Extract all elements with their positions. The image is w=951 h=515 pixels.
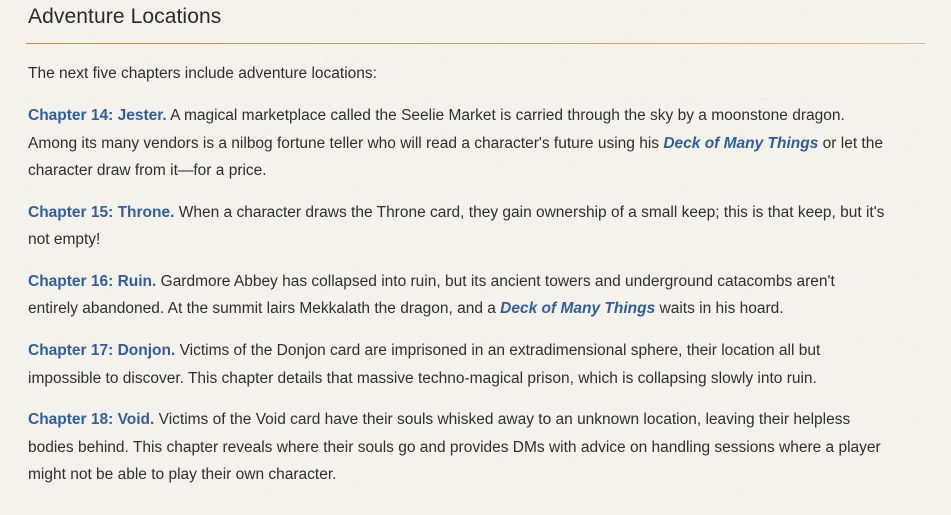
book-title-link[interactable]: Deck of Many Things <box>500 300 656 318</box>
chapter-text-after: or let the character draw from it—for a price. <box>28 134 883 180</box>
chapter-entry <box>28 406 888 489</box>
chapter-label[interactable]: Chapter 17: Donjon. <box>28 342 176 360</box>
chapter-label[interactable]: Chapter 14: Jester. <box>28 107 167 125</box>
chapter-text-before: When a character draws the Throne card, they gain ownership of a small keep; this is that keep, but it's not empty! <box>28 203 885 249</box>
title-divider <box>26 43 925 44</box>
chapter-text-after: waits in his hoard. <box>655 300 784 318</box>
chapter-text-before: Victims of the Void card have their souls whisked away to an unknown location, leaving their helpless bodies behind. This chapter reveals where their souls go and provides DMs with advice on handling sessions where a player might not be able to play their own character. <box>28 411 881 484</box>
chapter-entry <box>28 337 888 392</box>
chapter-entry <box>28 268 888 323</box>
chapter-entry <box>28 199 888 254</box>
chapter-text-before: Gardmore Abbey has collapsed into ruin, but its ancient towers and underground catacombs aren't entirely abandoned. At the summit lairs Mekkalath the dragon, and a <box>28 272 835 318</box>
chapter-entry <box>28 102 888 185</box>
intro-paragraph: The next five chapters include adventure locations: <box>28 65 377 82</box>
chapter-label[interactable]: Chapter 18: Void. <box>28 411 155 429</box>
chapter-label[interactable]: Chapter 15: Throne. <box>28 203 175 221</box>
book-title-link[interactable]: Deck of Many Things <box>663 134 819 152</box>
chapter-text-before: A magical marketplace called the Seelie Market is carried through the sky by a moonstone dragon. Among its many vendors is a nilbog fortune teller who will read a character's future using his <box>28 107 845 152</box>
page-title: Adventure Locations <box>28 5 222 28</box>
chapter-text-before: Victims of the Donjon card are imprisoned in an extradimensional sphere, their location all but impossible to discover. This chapter details that massive techno-magical prison, which is collapsing slowly into ruin. <box>28 342 821 387</box>
chapter-label[interactable]: Chapter 16: Ruin. <box>28 272 157 290</box>
